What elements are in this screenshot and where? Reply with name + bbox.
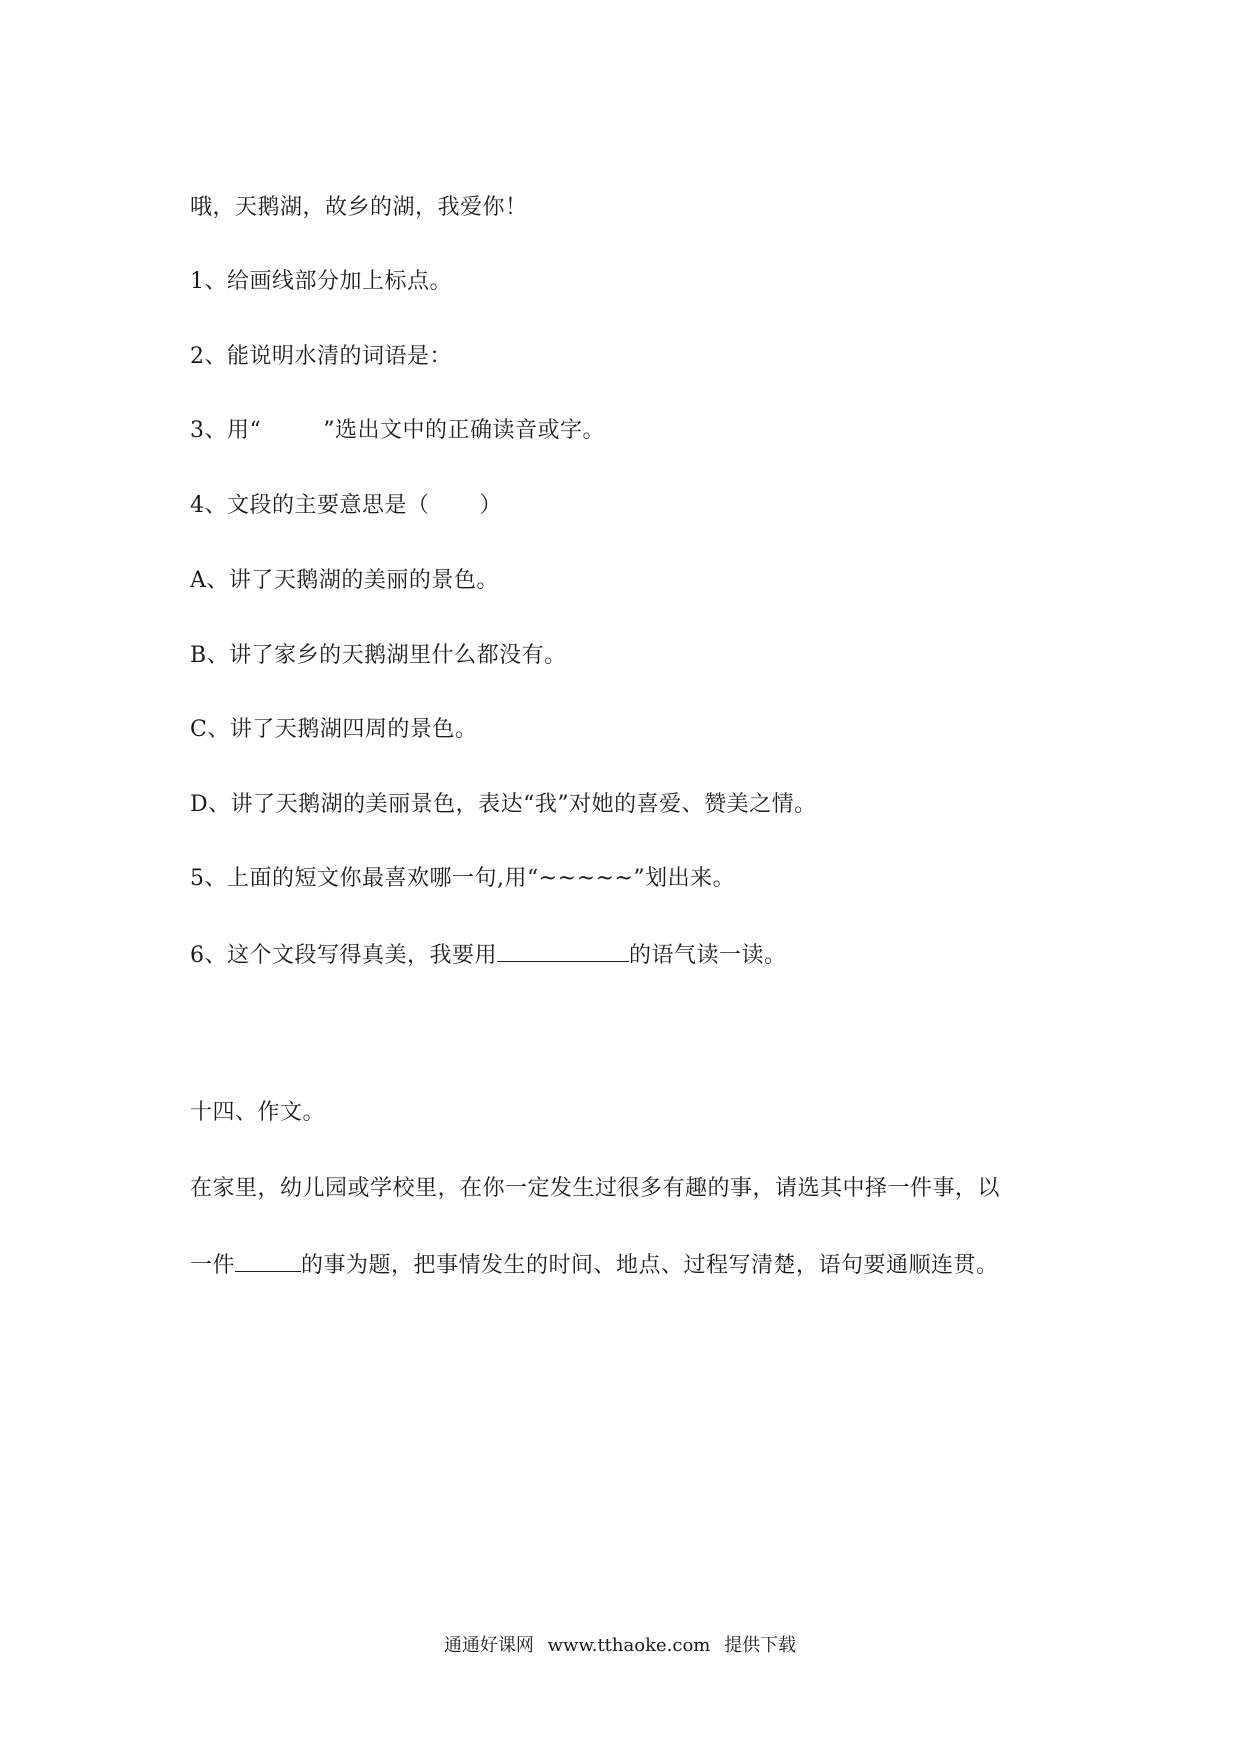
essay-title-blank[interactable] (235, 1249, 301, 1272)
passage-closing-line: 哦，天鹅湖，故乡的湖，我爱你！ (190, 195, 528, 220)
question-2: 2、能说明水清的词语是： (190, 344, 452, 369)
essay-prompt-line-1: 在家里，幼儿园或学校里，在你一定发生过很多有趣的事，请选其中择一件事，以 (190, 1176, 1001, 1201)
essay-prompt-line-2-suffix: 的事为题，把事情发生的时间、地点、过程写清楚，语句要通顺连贯。 (301, 1253, 999, 1278)
question-3-suffix: ”选出文中的正确读音或字。 (323, 418, 605, 443)
question-4 (190, 491, 502, 521)
question-3 (190, 416, 605, 446)
question-4-suffix: ） (479, 493, 503, 518)
footer-url[interactable]: www.tthaoke.com (547, 1635, 711, 1656)
essay-prompt-line-2-prefix: 一件 (190, 1253, 236, 1278)
option-b: B、讲了家乡的天鹅湖里什么都没有。 (190, 643, 567, 668)
essay-prompt-line-2 (190, 1249, 999, 1281)
footer-suffix: 提供下载 (724, 1635, 797, 1656)
question-6 (190, 939, 787, 971)
page-footer (0, 1633, 1240, 1659)
question-6-suffix: 的语气读一读。 (629, 943, 787, 968)
question-6-blank[interactable] (497, 939, 629, 962)
question-6-prefix: 6、这个文段写得真美，我要用 (190, 943, 497, 968)
option-c: C、讲了天鹅湖四周的景色。 (190, 717, 478, 742)
question-1: 1、给画线部分加上标点。 (190, 269, 452, 294)
question-3-prefix: 3、用“ (190, 418, 262, 443)
option-d: D、讲了天鹅湖的美丽景色，表达“我”对她的喜爱、赞美之情。 (190, 792, 817, 817)
question-4-prefix: 4、文段的主要意思是（ (190, 493, 430, 518)
option-a: A、讲了天鹅湖的美丽的景色。 (190, 568, 499, 593)
section-14-heading: 十四、作文。 (190, 1100, 326, 1125)
question-5: 5、上面的短文你最喜欢哪一句,用“~~~~~”划出来。 (190, 866, 736, 891)
footer-site-name: 通通好课网 (443, 1635, 534, 1656)
